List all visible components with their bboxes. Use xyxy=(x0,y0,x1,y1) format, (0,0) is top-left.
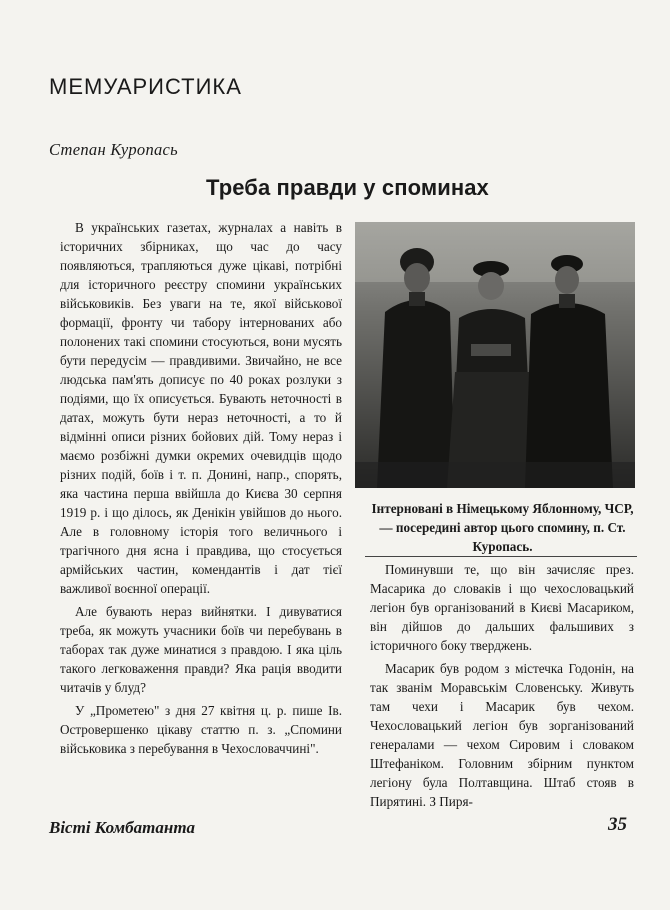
paragraph: Але бувають нераз вийнятки. І дивуватися треба, як можуть учасники боїв чи перебувань в таборах так дуже минатися з правдою. І яка ціль такого легковаження правди? Яка рація вводити читачів у блуд? xyxy=(60,604,342,695)
photo-caption: Інтерновані в Німецькому Яблонному, ЧСР, — посередині автор цього спомину, п. Ст. Куропась. xyxy=(371,501,634,554)
article-title: Треба правди у споминах xyxy=(206,175,489,200)
page-number: 35 xyxy=(608,814,627,835)
journal-name: Вісті Комбатанта xyxy=(49,818,196,837)
article-author: Степан Куропась xyxy=(49,140,178,159)
paragraph: Поминувши те, що він зачисляє през. Масарика до словаків і що чехословацький легіон був організований в Києві Масариком, він дійшов до дальших фальшивих з історичного боку тверджень. xyxy=(370,562,634,653)
photo-illustration xyxy=(355,222,635,488)
right-column xyxy=(370,560,634,815)
paragraph: В українських газетах, журналах а навіть в історичних збірниках, що час до часу появляються, трапляються дуже цікаві, потрібні для історичного реєстру спомини українських військовиків. Без уваги на те, якої військової формації, фронту чи табору інтернованих або полонених такі спомини стосуються, вони мусять бути передусім — правдивими. Звичайно, не все людська пам'ять дописує по 40 роках розлуки з подіями, що їх описується. Бувають неточності в датах, можуть бути нераз неточності, а то й відмінні описи різних бойових дій. Тому нераз і маємо розбіжні думки окремих очевидців щодо різних подій, боїв і т. п. Донині, напр., спорять, яка частина перша ввійшла до Києва 30 серпня 1919 р. і що ділось, як Денікін увійшов до нього. Але в головному історія того величнього і трагічного дня ясна і правдива, що стосується армійських частин, комендантів і дат тієї важливої воєнної операції. xyxy=(60,220,342,596)
left-column xyxy=(60,218,342,762)
historical-photo xyxy=(355,222,635,488)
paragraph: У „Прометею" з дня 27 квітня ц. р. пише Ів. Островершенко цікаву статтю п. з. „Спомини військовика з перебування в Чехословаччині". xyxy=(60,703,342,756)
section-heading: МЕМУАРИСТИКА xyxy=(49,74,242,99)
paragraph: Масарик був родом з містечка Годонін, на так званім Моравськім Словенську. Живуть там чехи і Масарик був чехом. Чехословацький легіон був зорганізований генералами — чехом Сировим і словаком Штефаніком. Головним збірним пунктом легіону була Полтавщина. Штаб стояв в Пирятині. З Пиря- xyxy=(370,661,634,809)
caption-divider xyxy=(365,556,637,557)
